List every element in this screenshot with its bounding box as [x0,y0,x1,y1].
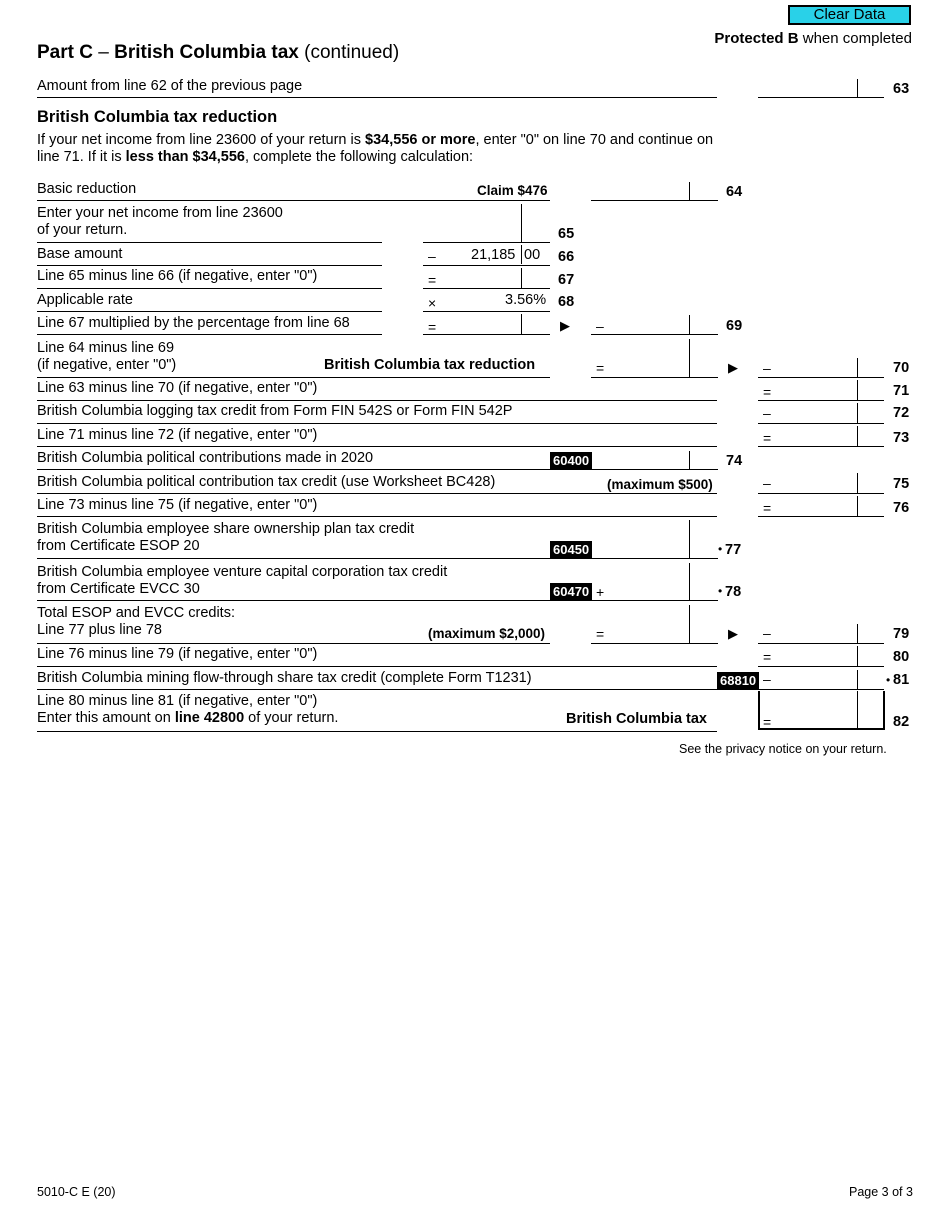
divider [423,265,550,266]
line-79-field-b[interactable] [758,643,884,644]
cents-divider [521,245,522,264]
line-81-code-badge: 68810 [717,672,759,690]
line-77-code-badge: 60450 [550,541,592,559]
line-74-field[interactable] [591,469,718,470]
line-79-operator-2: – [763,625,771,641]
cents-divider [857,473,858,493]
cents-divider [857,426,858,446]
line-72-number: 72 [893,405,910,421]
line-71-field[interactable] [758,400,884,401]
cents-divider [689,339,690,377]
divider [37,493,717,494]
arrow-icon: ▶ [560,318,570,333]
line-77-number: 77 [725,542,742,558]
cents-divider [689,315,690,334]
line-79-maximum: (maximum $2,000) [428,626,546,641]
cents-divider [857,79,858,97]
cents-divider [857,496,858,516]
line-73-label: Line 71 minus line 72 (if negative, enter "0") [37,427,318,443]
line-65-label-1: Enter your net income from line 23600 [37,205,283,221]
line-74-label: British Columbia political contributions made in 2020 [37,450,374,466]
line-64-field[interactable] [591,200,718,201]
line-70-number: 70 [893,360,910,376]
line-66-value: 21,185 [471,247,516,263]
line-70-title: British Columbia tax reduction [324,357,536,373]
line-74-number: 74 [726,453,743,469]
line-69-label: Line 67 multiplied by the percentage from line 68 [37,315,350,331]
line-64-claim: Claim $476 [477,183,548,198]
line-70-operator-2: – [763,360,771,376]
line-72-label: British Columbia logging tax credit from Form FIN 542S or Form FIN 542P [37,403,513,419]
clear-data-button[interactable]: Clear Data [788,5,911,25]
intro-3: , enter "0" on line 70 and continue on line 71. If it is [37,132,714,165]
line-82-text-b: line 42800 [174,710,245,726]
cents-divider [689,605,690,643]
line-68-label: Applicable rate [37,292,133,308]
line-75-maximum: (maximum $500) [607,477,713,492]
bullet-icon: • [718,542,723,556]
line-71-operator: = [763,384,772,400]
line-78-operator: + [596,584,605,600]
line-76-field[interactable] [758,516,884,517]
line-72-operator: – [763,405,771,421]
bullet-icon: • [718,584,723,598]
part-suffix: (continued) [298,42,400,63]
divider [37,400,717,401]
line-70-label-1: Line 64 minus line 69 [37,340,175,356]
part-title-bold: British Columbia tax [114,42,299,63]
divider [37,288,382,289]
line-80-field[interactable] [758,666,884,667]
line-80-operator: = [763,649,772,665]
cents-divider [857,670,858,689]
line-78-field[interactable] [591,600,718,601]
divider [37,311,382,312]
line-78-number: 78 [725,584,742,600]
line-76-number: 76 [893,500,910,516]
line-76-label: Line 73 minus line 75 (if negative, enter "0") [37,497,318,513]
line-82-field[interactable] [758,691,885,730]
divider [37,446,717,447]
divider [37,334,382,335]
protected-rest: when completed [798,30,912,47]
line-77-label-1: British Columbia employee share ownership plan tax credit [37,521,415,537]
line-80-number: 80 [893,649,910,665]
line-64-label: Basic reduction [37,181,137,197]
line-68-number: 68 [558,294,575,310]
line-75-field[interactable] [758,493,884,494]
line-79-operator: = [596,626,605,642]
form-id: 5010-C E (20) [37,1185,116,1199]
divider [37,666,717,667]
line-79-label-1: Total ESOP and EVCC credits: [37,605,235,621]
line-82-label-2 [37,710,338,727]
line-67-field[interactable] [423,288,550,289]
divider [37,242,382,243]
line-68-value: 3.56% [505,292,547,308]
line-82-label-1: Line 80 minus line 81 (if negative, enter "0") [37,693,318,709]
line-81-operator: – [763,671,771,687]
line-65-field[interactable] [423,242,550,243]
divider [37,200,550,201]
cents-divider [857,403,858,423]
line-82-operator: = [763,714,772,730]
line-82-title: British Columbia tax [566,711,707,727]
cents-divider [521,204,522,242]
line-82-text-a: Enter this amount on [37,710,175,726]
protected-bold: Protected B [714,30,799,47]
protected-notice [714,30,912,47]
line-65-label-2: of your return. [37,222,128,238]
divider [37,600,550,601]
line-80-label: Line 76 minus line 79 (if negative, enter "0") [37,646,318,662]
arrow-icon: ▶ [728,360,738,375]
intro-1: If your net income from line 23600 of your return is [37,132,366,148]
line-70-field-a[interactable] [591,377,718,378]
line-76-operator: = [763,500,772,516]
line-69-field-b[interactable] [591,334,718,335]
cents-divider [857,646,858,666]
divider [37,689,717,690]
part-label: Part C [37,42,93,63]
cents-divider [689,182,690,200]
line-82-number: 82 [893,714,910,730]
line-78-label-1: British Columbia employee venture capital corporation tax credit [37,564,448,580]
divider [37,377,550,378]
line-71-label: Line 63 minus line 70 (if negative, enter "0") [37,380,318,396]
divider [37,469,550,470]
line-78-code-badge: 60470 [550,583,592,601]
cents-divider [857,358,858,377]
intro-2: $34,556 or more [365,132,476,148]
line-66-operator: – [428,248,436,264]
line-75-label: British Columbia political contribution tax credit (use Worksheet BC428) [37,474,496,490]
cents-divider [521,268,522,288]
line-75-operator: – [763,475,771,491]
line-73-operator: = [763,430,772,446]
line-70-field-b[interactable] [758,377,884,378]
page-number: Page 3 of 3 [849,1185,913,1199]
line-63-label: Amount from line 62 of the previous page [37,78,303,94]
line-78-label-2: from Certificate EVCC 30 [37,581,200,597]
line-69-field-a[interactable] [423,334,550,335]
line-66-label: Base amount [37,246,123,262]
line-70-label-2: (if negative, enter "0") [37,357,177,373]
line-71-number: 71 [893,383,910,399]
page-title [37,42,399,64]
divider [37,558,550,559]
divider [37,265,382,266]
line-73-field[interactable] [758,446,884,447]
line-67-number: 67 [558,272,575,288]
cents-divider [689,520,690,558]
line-79-number: 79 [893,626,910,642]
line-66-number: 66 [558,249,575,265]
line-77-label-2: from Certificate ESOP 20 [37,538,200,554]
part-dash: – [92,42,115,63]
line-79-field-a[interactable] [591,643,718,644]
line-75-number: 75 [893,476,910,492]
intro-5: , complete the following calculation: [244,149,474,165]
section-intro [37,132,717,166]
line-67-operator: = [428,272,437,288]
line-67-label: Line 65 minus line 66 (if negative, enter "0") [37,268,318,284]
line-63-field[interactable] [758,97,884,98]
cents-divider [857,624,858,643]
line-77-field[interactable] [591,558,718,559]
line-82-text-c: of your return. [244,710,339,726]
bullet-icon: • [886,673,891,687]
line-69-number: 69 [726,318,743,334]
line-69-operator-2: – [596,318,604,334]
divider [37,516,717,517]
divider [37,97,717,98]
cents-divider [857,691,858,730]
line-81-label: British Columbia mining flow-through share tax credit (complete Form T1231) [37,670,532,686]
line-70-operator: = [596,360,605,376]
line-81-number: 81 [893,672,910,688]
line-74-code-badge: 60400 [550,452,592,470]
line-68-operator: × [428,295,437,311]
line-69-operator: = [428,319,437,335]
line-66-cents: 00 [524,247,541,263]
cents-divider [857,380,858,400]
intro-4: less than $34,556 [125,149,245,165]
line-65-number: 65 [558,226,575,242]
line-64-number: 64 [726,184,743,200]
divider [37,731,717,732]
privacy-notice: See the privacy notice on your return. [679,742,887,756]
section-title: British Columbia tax reduction [37,108,278,126]
line-63-number: 63 [893,81,910,97]
line-73-number: 73 [893,430,910,446]
line-72-field[interactable] [758,423,884,424]
line-81-field[interactable] [758,689,884,690]
arrow-icon: ▶ [728,626,738,641]
divider [37,423,717,424]
cents-divider [689,451,690,469]
divider [37,643,550,644]
line-79-label-2: Line 77 plus line 78 [37,622,162,638]
divider [423,311,550,312]
cents-divider [521,314,522,334]
cents-divider [689,563,690,600]
